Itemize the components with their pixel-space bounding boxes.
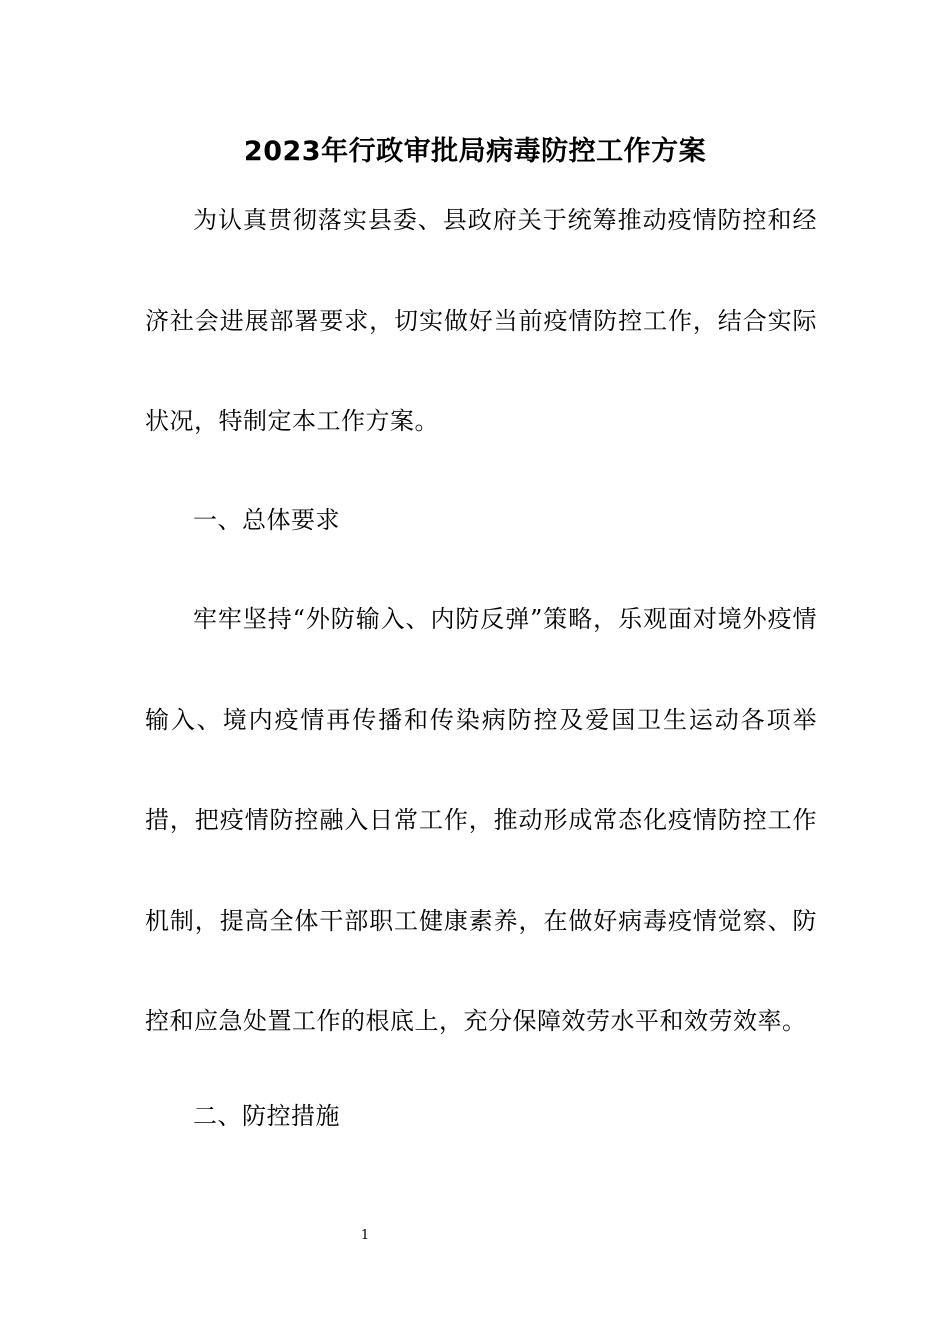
section-body-overall-requirements: 牢牢坚持“外防输入、内防反弹”策略，乐观面对境外疫情输入、境内疫情再传播和传染病防控及爱国卫生运动各项举措，把疫情防控融入日常工作，推动形成常态化疫情防控工作机制，提高全体干部职工健康素养，在做好病毒疫情觉察、防控和应急处置工作的根底上，充分保障效劳水平和效劳效率。 [145, 605, 817, 1035]
section-heading-overall-requirements: 一、总体要求 [193, 506, 340, 534]
page-number: 1 [360, 1228, 370, 1243]
document-title: 2023年行政审批局病毒防控工作方案 [243, 136, 707, 167]
section-heading-prevention-measures: 二、防控措施 [193, 1102, 340, 1130]
intro-paragraph: 为认真贯彻落实县委、县政府关于统筹推动疫情防控和经济社会进展部署要求，切实做好当前疫情防控工作，结合实际状况，特制定本工作方案。 [145, 206, 817, 435]
